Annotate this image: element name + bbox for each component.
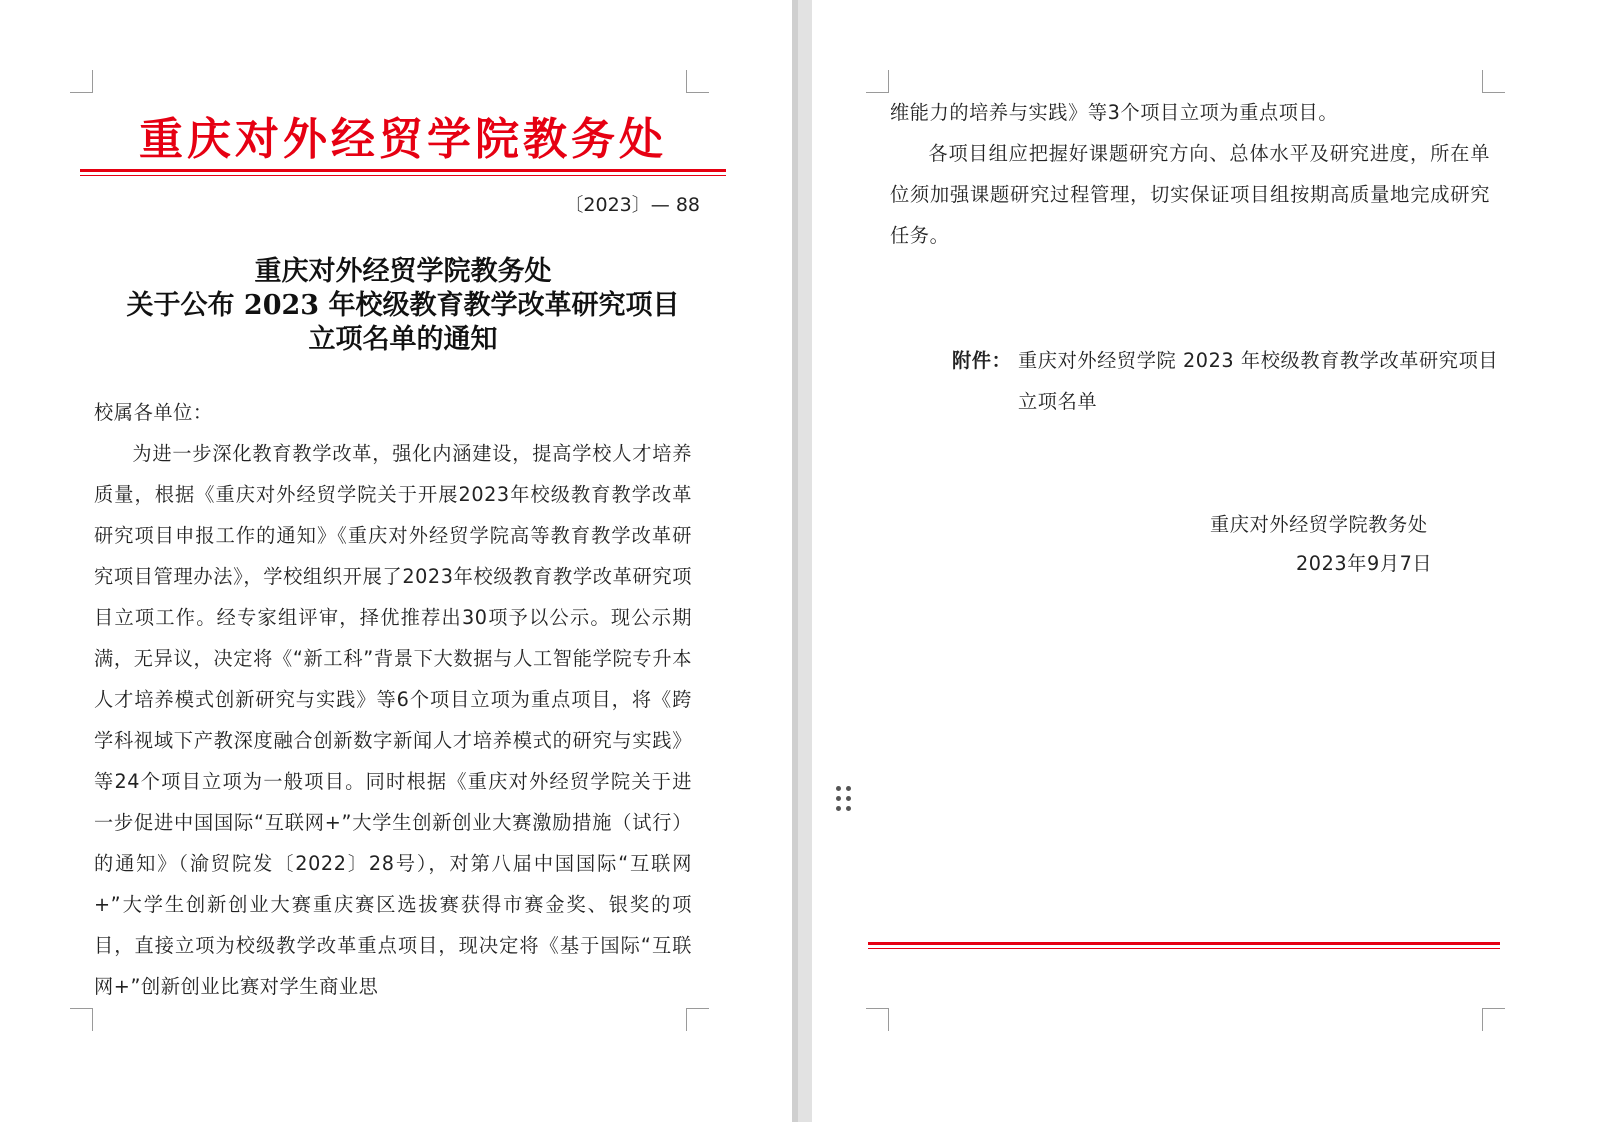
crop-mark bbox=[70, 70, 93, 93]
crop-mark bbox=[70, 1008, 93, 1031]
red-rule-thin bbox=[80, 175, 726, 176]
attachment-text: 重庆对外经贸学院 2023 年校级教育教学改革研究项目立项名单 bbox=[1018, 349, 1499, 413]
red-rule bbox=[868, 942, 1500, 945]
crop-mark bbox=[686, 1008, 709, 1031]
signer: 重庆对外经贸学院教务处 bbox=[1210, 513, 1428, 536]
crop-mark bbox=[866, 1008, 889, 1031]
crop-mark bbox=[1482, 70, 1505, 93]
drag-handle-icon[interactable] bbox=[836, 786, 856, 816]
attachment-label: 附件： bbox=[952, 349, 1012, 372]
title-line: 关于公布 2023 年校级教育教学改革研究项目 bbox=[126, 290, 680, 321]
title-line: 重庆对外经贸学院教务处 bbox=[254, 256, 552, 287]
body-paragraph: 为进一步深化教育教学改革，强化内涵建设，提高学校人才培养质量，根据《重庆对外经贸学院关于开展2023年校级教育教学改革研究项目申报工作的通知》《重庆对外经贸学院高等教育教学改革研究项目管理办法》，学校组织开展了2023年校级教育教学改革研究项目立项工作。经专家组评审，择优推荐出30项予以公示。现公示期满，无异议，决定将《“新工科”背景下大数据与人工智能学院专升本人才培养模式创新研究与实践》等6个项目立项为重点项目，将《跨学科视域下产教深度融合创新数字新闻人才培养模式的研究与实践》等24个项目立项为一般项目。同时根据《重庆对外经贸学院关于进一步促进中国国际“互联网+”大学生创新创业大赛激励措施（试行）的通知》（渝贸院发〔2022〕28号），对第八届中国国际“互联网+”大学生创新创业大赛重庆赛区选拔赛获得市赛金奖、银奖的项目，直接立项为校级教学改革重点项目，现决定将《基于国际“互联网+”创新创业比赛对学生商业思 bbox=[94, 442, 692, 998]
body-text-continued bbox=[890, 92, 1490, 256]
document-page-left bbox=[0, 0, 792, 1122]
document-number: 〔2023〕— 88 bbox=[564, 194, 700, 216]
title-line: 立项名单的通知 bbox=[308, 324, 498, 355]
attachment bbox=[952, 340, 1512, 422]
crop-mark bbox=[866, 70, 889, 93]
date: 2023年9月7日 bbox=[1296, 552, 1433, 575]
body-paragraph: 各项目组应把握好课题研究方向、总体水平及研究进度，所在单位须加强课题研究过程管理，切实保证项目组按期高质量地完成研究任务。 bbox=[890, 142, 1490, 247]
page-gutter bbox=[792, 0, 812, 1122]
crop-mark bbox=[686, 70, 709, 93]
salutation: 校属各单位： bbox=[94, 401, 213, 424]
document-title bbox=[80, 255, 726, 357]
red-rule-thin bbox=[868, 948, 1500, 949]
body-text bbox=[94, 392, 692, 1007]
red-rule bbox=[80, 169, 726, 172]
masthead: 重庆对外经贸学院教务处 bbox=[139, 114, 667, 165]
body-paragraph-continued: 维能力的培养与实践》等3个项目立项为重点项目。 bbox=[890, 101, 1339, 124]
crop-mark bbox=[1482, 1008, 1505, 1031]
